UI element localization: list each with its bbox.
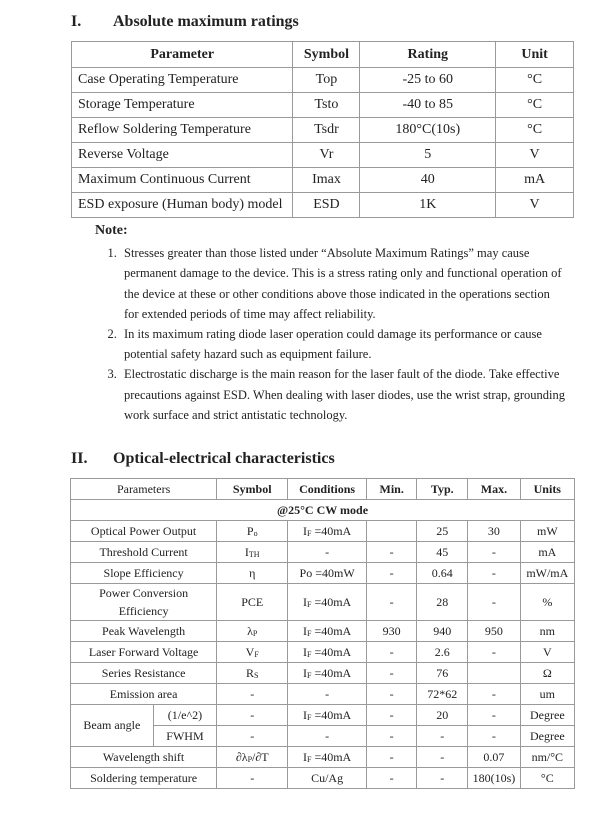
cell-conditions: - <box>288 726 367 747</box>
cell-max: - <box>468 584 520 621</box>
cell-min: - <box>366 584 416 621</box>
cell-units: nm/°C <box>520 747 574 768</box>
note-item: 2. In its maximum rating diode laser operation could damage its performance or cause potential safety hazard such as equipment failure. <box>120 324 565 364</box>
cell-min: - <box>366 542 416 563</box>
section-2-number: II. <box>71 450 88 467</box>
cell-parameter: Wavelength shift <box>71 747 217 768</box>
cell-symbol: $I_{TH}$ <box>217 542 288 563</box>
cell-parameter: Laser Forward Voltage <box>71 642 217 663</box>
cell-max: - <box>468 684 520 705</box>
cell-max: - <box>468 642 520 663</box>
section-1-number: I. <box>71 13 82 30</box>
table-header-row <box>72 42 574 68</box>
cell-min: - <box>366 747 416 768</box>
cell-parameter: ESD exposure (Human body) model <box>72 193 293 218</box>
cell-parameter: Peak Wavelength <box>71 621 217 642</box>
notes-heading: Note: <box>95 223 128 238</box>
cell-min: - <box>366 726 416 747</box>
cell-typ: 940 <box>417 621 468 642</box>
cell-conditions: $I_F =40mA$ <box>288 747 367 768</box>
header-parameters: Parameters <box>71 479 217 500</box>
cell-units: mA <box>520 542 574 563</box>
cell-typ: 76 <box>417 663 468 684</box>
cell-conditions: $I_F =40mA$ <box>288 642 367 663</box>
cell-sub-parameter: FWHM <box>153 726 216 747</box>
cell-unit: mA <box>496 168 574 193</box>
cell-typ: - <box>417 747 468 768</box>
cell-unit: V <box>496 193 574 218</box>
cell-symbol: - <box>217 684 288 705</box>
cell-min: - <box>366 563 416 584</box>
cell-max: 0.07 <box>468 747 520 768</box>
cell-symbol: Vr <box>293 143 360 168</box>
table-row <box>71 621 575 642</box>
header-symbol: Symbol <box>217 479 288 500</box>
section-2-title: Optical-electrical characteristics <box>113 450 335 467</box>
note-item: 3. Electrostatic discharge is the main reason for the laser fault of the diode. Take effective precautions against ESD. When dealing with laser diodes, use the wrist strap, grounding work surface and strict antistatic technology. <box>120 364 565 425</box>
table-row <box>71 768 575 789</box>
cell-parameter: Threshold Current <box>71 542 217 563</box>
table-row <box>72 93 574 118</box>
cell-symbol: - <box>217 768 288 789</box>
cell-rating: 1K <box>360 193 496 218</box>
cell-conditions: $I_F =40mA$ <box>288 521 367 542</box>
notes-list <box>95 243 565 425</box>
cell-typ: 2.6 <box>417 642 468 663</box>
cell-parameter: Power Conversion Efficiency <box>71 584 217 621</box>
cell-conditions: $I_F =40mA$ <box>288 621 367 642</box>
cell-typ: 20 <box>417 705 468 726</box>
table-row <box>71 642 575 663</box>
cell-symbol: - <box>217 705 288 726</box>
table-row <box>71 747 575 768</box>
cell-conditions: Cu/Ag <box>288 768 367 789</box>
cell-conditions: $I_F =40mA$ <box>288 584 367 621</box>
cell-units: °C <box>520 768 574 789</box>
section-2-heading <box>71 450 335 468</box>
cell-rating: 40 <box>360 168 496 193</box>
header-units: Units <box>520 479 574 500</box>
condition-row <box>71 500 575 521</box>
header-rating: Rating <box>360 42 496 68</box>
test-condition: @25°C CW mode <box>71 500 575 521</box>
notes-block <box>95 221 565 425</box>
cell-max: - <box>468 563 520 584</box>
cell-typ: - <box>417 726 468 747</box>
cell-parameter: Reverse Voltage <box>72 143 293 168</box>
cell-symbol: Tsdr <box>293 118 360 143</box>
cell-unit: V <box>496 143 574 168</box>
table-row <box>71 563 575 584</box>
cell-units: Degree <box>520 726 574 747</box>
cell-symbol: PCE <box>217 584 288 621</box>
cell-min: - <box>366 663 416 684</box>
cell-parameter: Storage Temperature <box>72 93 293 118</box>
cell-unit: °C <box>496 118 574 143</box>
cell-symbol: ESD <box>293 193 360 218</box>
cell-unit: °C <box>496 68 574 93</box>
cell-symbol: η <box>217 563 288 584</box>
cell-conditions: - <box>288 542 367 563</box>
table-row <box>72 193 574 218</box>
cell-parameter: Soldering temperature <box>71 768 217 789</box>
table-row <box>72 143 574 168</box>
table-row <box>71 663 575 684</box>
cell-units: V <box>520 642 574 663</box>
cell-typ: 45 <box>417 542 468 563</box>
cell-max: - <box>468 705 520 726</box>
cell-max: - <box>468 726 520 747</box>
table-row <box>71 705 575 726</box>
note-item: 1. Stresses greater than those listed under “Absolute Maximum Ratings” may cause permanent damage to the device. This is a stress rating only and functional operation of the device at these or other conditions above those indicated in the operations section for extended periods of time may affect reliability. <box>120 243 565 324</box>
cell-sub-parameter: (1/e^2) <box>153 705 216 726</box>
cell-symbol: $\partial\lambda_P/\partial T$ <box>217 747 288 768</box>
header-unit: Unit <box>496 42 574 68</box>
header-min: Min. <box>366 479 416 500</box>
cell-typ: 0.64 <box>417 563 468 584</box>
cell-parameter: Case Operating Temperature <box>72 68 293 93</box>
cell-parameter: Maximum Continuous Current <box>72 168 293 193</box>
header-typ: Typ. <box>417 479 468 500</box>
cell-min: - <box>366 705 416 726</box>
cell-unit: °C <box>496 93 574 118</box>
cell-max: 180(10s) <box>468 768 520 789</box>
cell-typ: 25 <box>417 521 468 542</box>
cell-min: - <box>366 642 416 663</box>
table-row <box>72 68 574 93</box>
header-symbol: Symbol <box>293 42 360 68</box>
cell-symbol: $P_o$ <box>217 521 288 542</box>
table-row <box>72 118 574 143</box>
cell-symbol: Top <box>293 68 360 93</box>
cell-min: - <box>366 768 416 789</box>
cell-symbol: Imax <box>293 168 360 193</box>
cell-conditions: Po =40mW <box>288 563 367 584</box>
cell-conditions: $I_F =40mA$ <box>288 663 367 684</box>
section-1-heading <box>71 13 299 31</box>
table-row <box>71 584 575 621</box>
cell-max <box>468 663 520 684</box>
cell-max: - <box>468 542 520 563</box>
cell-parameter: Series Resistance <box>71 663 217 684</box>
table-header-row <box>71 479 575 500</box>
cell-rating: -25 to 60 <box>360 68 496 93</box>
cell-symbol: $V_F$ <box>217 642 288 663</box>
header-max: Max. <box>468 479 520 500</box>
cell-parameter-beam-angle: Beam angle <box>71 705 154 747</box>
cell-symbol: $R_S$ <box>217 663 288 684</box>
cell-max: 950 <box>468 621 520 642</box>
cell-symbol: $\lambda_P$ <box>217 621 288 642</box>
cell-units: mW <box>520 521 574 542</box>
cell-typ: 28 <box>417 584 468 621</box>
cell-units: Degree <box>520 705 574 726</box>
table-row <box>72 168 574 193</box>
table-row <box>71 542 575 563</box>
cell-min <box>366 521 416 542</box>
cell-units: nm <box>520 621 574 642</box>
table-row <box>71 521 575 542</box>
cell-conditions: $I_F =40mA$ <box>288 705 367 726</box>
cell-conditions: - <box>288 684 367 705</box>
cell-symbol: Tsto <box>293 93 360 118</box>
cell-units: um <box>520 684 574 705</box>
cell-parameter: Emission area <box>71 684 217 705</box>
cell-units: % <box>520 584 574 621</box>
header-conditions: Conditions <box>288 479 367 500</box>
section-1-title: Absolute maximum ratings <box>113 13 299 30</box>
cell-units: mW/mA <box>520 563 574 584</box>
cell-max: 30 <box>468 521 520 542</box>
cell-rating: -40 to 85 <box>360 93 496 118</box>
cell-typ: - <box>417 768 468 789</box>
table-row <box>71 684 575 705</box>
optical-electrical-table <box>70 478 575 789</box>
cell-parameter: Reflow Soldering Temperature <box>72 118 293 143</box>
cell-parameter: Slope Efficiency <box>71 563 217 584</box>
cell-min: - <box>366 684 416 705</box>
absolute-max-ratings-table <box>71 41 574 218</box>
cell-rating: 180°C(10s) <box>360 118 496 143</box>
cell-min: 930 <box>366 621 416 642</box>
cell-units: Ω <box>520 663 574 684</box>
cell-symbol: - <box>217 726 288 747</box>
header-parameter: Parameter <box>72 42 293 68</box>
cell-typ: 72*62 <box>417 684 468 705</box>
cell-parameter: Optical Power Output <box>71 521 217 542</box>
cell-rating: 5 <box>360 143 496 168</box>
